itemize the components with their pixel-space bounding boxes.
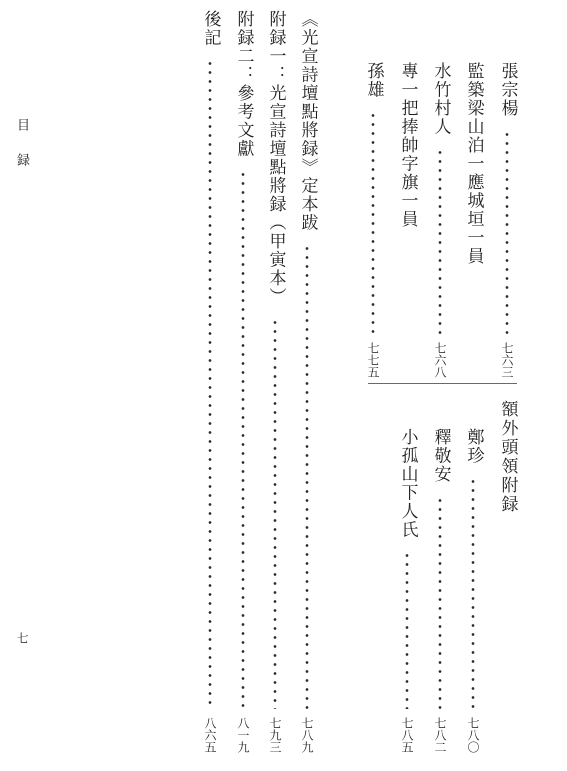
- toc-entry: [198, 10, 222, 753]
- section-heading-text: 額外頭領附録: [497, 400, 518, 514]
- entry-title: 張宗楊: [497, 62, 518, 118]
- page-number: 七九三: [268, 717, 282, 753]
- entry-title: 後記: [200, 10, 221, 47]
- entry-title: 鄭珍: [463, 428, 484, 465]
- folio-page-number: 七: [15, 632, 29, 644]
- entry-title: 釋敬安: [430, 428, 451, 484]
- toc-entry: [263, 10, 287, 753]
- leader-dots: [208, 59, 212, 709]
- toc-entry-role: [461, 62, 485, 266]
- entry-title: 監築梁山泊一應城垣一員: [463, 62, 484, 266]
- toc-entry: [428, 62, 452, 378]
- entry-title: 孫雄: [363, 62, 384, 99]
- leader-dots: [405, 551, 409, 709]
- page-number: 七八〇: [466, 717, 480, 753]
- entry-title: 附録二：參考文獻: [233, 10, 254, 158]
- toc-entry: [395, 428, 419, 753]
- toc-entry: [361, 62, 385, 378]
- entry-title: 專一把捧帥字旗一員: [397, 62, 418, 229]
- toc-entry: [231, 10, 255, 753]
- section-heading: [495, 400, 519, 514]
- leader-dots: [438, 148, 442, 334]
- leader-dots: [505, 130, 509, 335]
- toc-entry: [428, 428, 452, 753]
- leader-dots: [438, 496, 442, 710]
- page-number: 七八五: [400, 717, 414, 753]
- leader-dots: [471, 477, 475, 709]
- page-number: 七八二: [433, 717, 447, 753]
- entry-title: 《光宣詩壇點將録》定本跋: [297, 10, 318, 232]
- page-number: 七七五: [366, 342, 380, 378]
- entry-title: 附録一：光宣詩壇點將録（甲寅本）: [265, 10, 286, 306]
- page-number: 七六三: [500, 342, 514, 378]
- toc-entry: [295, 10, 319, 753]
- section-divider: [368, 383, 517, 384]
- running-head-title: 目録: [14, 118, 29, 188]
- page-number: 八一九: [236, 717, 250, 753]
- page-number: 七六八: [433, 342, 447, 378]
- leader-dots: [305, 244, 309, 709]
- toc-entry-role: [395, 62, 419, 229]
- entry-title: 水竹村人: [430, 62, 451, 136]
- page-number: 八六五: [203, 717, 217, 753]
- leader-dots: [273, 318, 277, 709]
- toc-entry: [461, 428, 485, 753]
- toc-entry: [495, 62, 519, 378]
- page-number: 七八九: [300, 717, 314, 753]
- entry-title: 小孤山下人氏: [397, 428, 418, 539]
- leader-dots: [241, 170, 245, 709]
- leader-dots: [371, 111, 375, 334]
